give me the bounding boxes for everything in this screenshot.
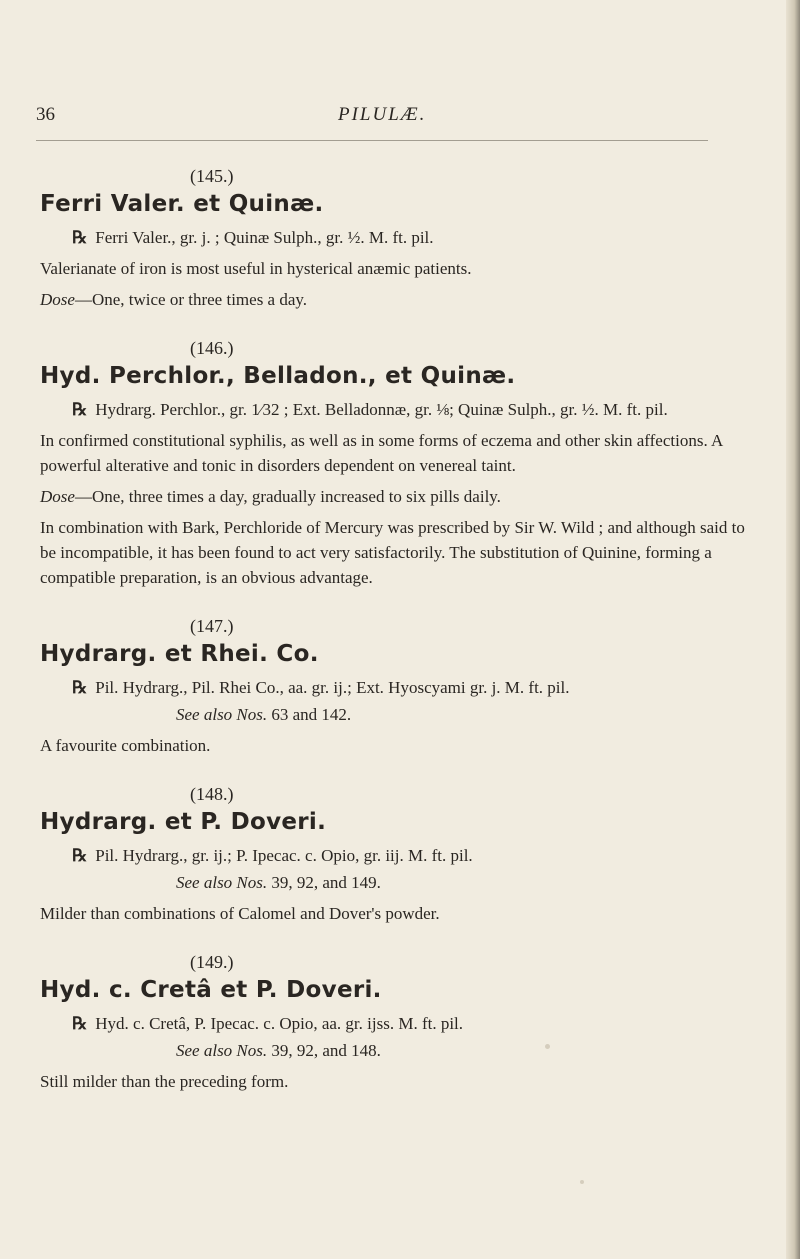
formula-entry xyxy=(40,952,760,1094)
recipe-symbol: ℞ xyxy=(72,228,88,247)
prescription-text: Hydrarg. Perchlor., gr. 1⁄32 ; Ext. Belladonnæ, gr. ⅛; Quinæ Sulph., gr. ½. M. ft. pil. xyxy=(95,400,668,419)
dose-paragraph xyxy=(40,287,760,312)
prescription xyxy=(58,675,760,700)
prescription-text: Pil. Hydrarg., gr. ij.; P. Ipecac. c. Opio, gr. iij. M. ft. pil. xyxy=(95,846,473,865)
see-also xyxy=(40,1038,760,1063)
prescription xyxy=(58,1011,760,1036)
running-title: PILULÆ. xyxy=(338,104,427,125)
prescription xyxy=(58,397,760,422)
see-also-prefix: See also Nos. xyxy=(176,873,268,892)
formula-entry xyxy=(40,616,760,758)
note-paragraph: Valerianate of iron is most useful in hysterical anæmic patients. xyxy=(40,259,472,278)
prescription-text: Ferri Valer., gr. j. ; Quinæ Sulph., gr. ½. M. ft. pil. xyxy=(95,228,434,247)
entry-title: Hydrarg. et P. Doveri. xyxy=(40,809,327,835)
prescription-text: Pil. Hydrarg., Pil. Rhei Co., aa. gr. ij.; Ext. Hyoscyami gr. j. M. ft. pil. xyxy=(95,678,570,697)
entry-number: (149.) xyxy=(190,952,234,972)
entry-number: (146.) xyxy=(190,338,234,358)
recipe-symbol: ℞ xyxy=(72,846,88,865)
see-also-refs: 39, 92, and 149. xyxy=(271,873,381,892)
dose-text: —One, three times a day, gradually increased to six pills daily. xyxy=(74,487,501,506)
prescription xyxy=(58,843,760,868)
formula-entry xyxy=(40,784,760,926)
recipe-symbol: ℞ xyxy=(72,1014,88,1033)
formula-entry xyxy=(40,166,760,312)
dose-text: —One, twice or three times a day. xyxy=(74,290,308,309)
page-content xyxy=(40,166,760,1120)
paper-spot xyxy=(580,1180,584,1184)
note-paragraph: In confirmed constitutional syphilis, as well as in some forms of eczema and other skin affections. A powerful alterative and tonic in disorders dependent on venereal taint. xyxy=(40,431,723,475)
note-paragraph: Milder than combinations of Calomel and Dover's powder. xyxy=(40,904,440,923)
note-paragraph: Still milder than the preceding form. xyxy=(40,1072,289,1091)
entry-number: (147.) xyxy=(190,616,234,636)
entry-title: Hydrarg. et Rhei. Co. xyxy=(40,641,319,667)
note-paragraph: A favourite combination. xyxy=(40,736,211,755)
see-also-refs: 63 and 142. xyxy=(271,705,352,724)
running-head xyxy=(36,104,776,134)
page-number: 36 xyxy=(36,104,55,125)
recipe-symbol: ℞ xyxy=(72,678,88,697)
note-paragraph: In combination with Bark, Perchloride of Mercury was prescribed by Sir W. Wild ; and although said to be incompatible, it has been found to act very satisfactorily. The substitution of Quinine, forming a compatible preparation, is an obvious advantage. xyxy=(40,518,745,587)
entry-number: (145.) xyxy=(190,166,234,186)
entry-title: Hyd. c. Cretâ et P. Doveri. xyxy=(40,977,382,1003)
page-edge-shadow xyxy=(786,0,800,1259)
entry-number: (148.) xyxy=(190,784,234,804)
see-also-prefix: See also Nos. xyxy=(176,1041,268,1060)
header-rule xyxy=(36,140,708,141)
recipe-symbol: ℞ xyxy=(72,400,88,419)
entry-title: Ferri Valer. et Quinæ. xyxy=(40,191,324,217)
dose-label: Dose xyxy=(40,487,75,506)
see-also-refs: 39, 92, and 148. xyxy=(271,1041,381,1060)
formula-entry xyxy=(40,338,760,590)
dose-label: Dose xyxy=(40,290,75,309)
prescription xyxy=(58,225,760,250)
prescription-text: Hyd. c. Cretâ, P. Ipecac. c. Opio, aa. gr. ijss. M. ft. pil. xyxy=(95,1014,464,1033)
see-also xyxy=(40,702,760,727)
see-also xyxy=(40,870,760,895)
see-also-prefix: See also Nos. xyxy=(176,705,268,724)
entry-title: Hyd. Perchlor., Belladon., et Quinæ. xyxy=(40,363,516,389)
dose-paragraph xyxy=(40,484,760,509)
